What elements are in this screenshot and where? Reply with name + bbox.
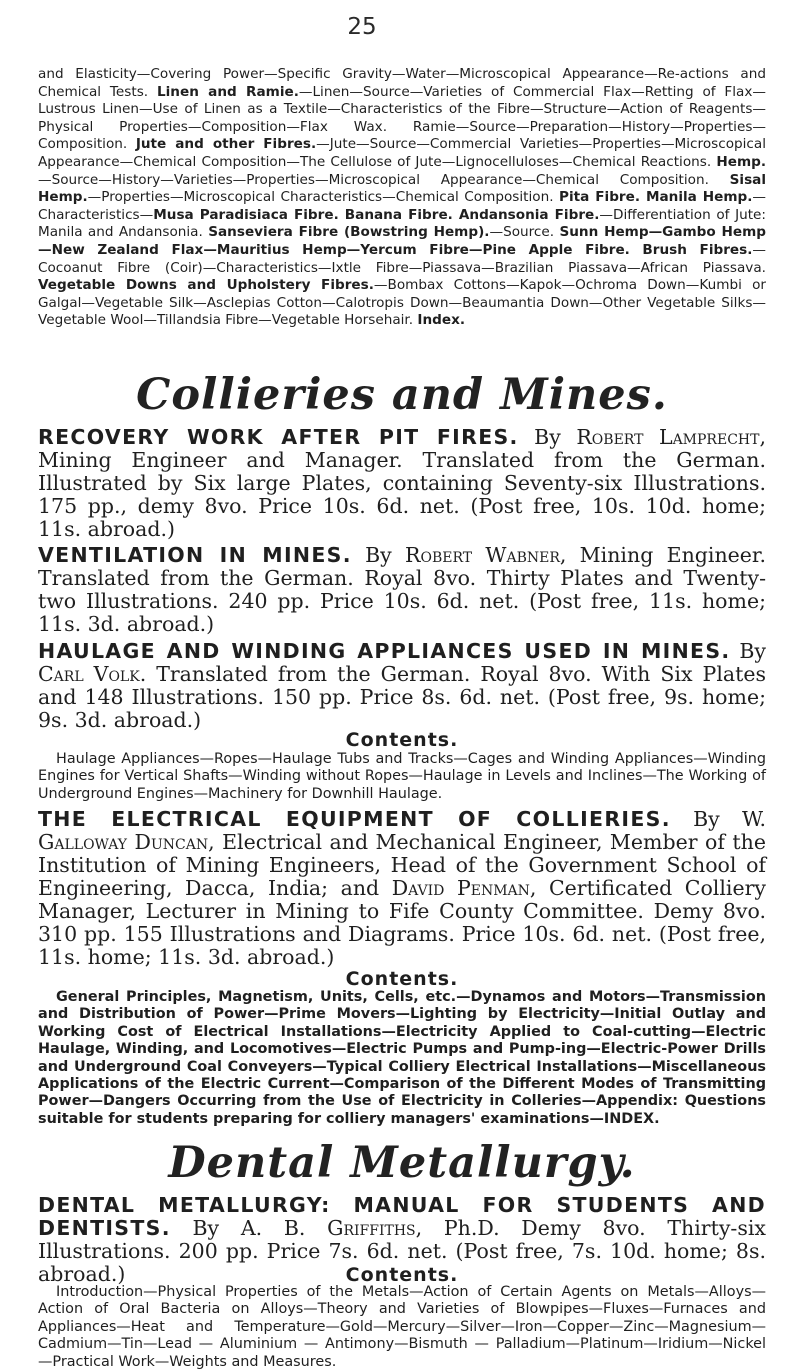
text-run: —Source—History—Varieties—Properties—Microscopical Appearance—Chemical Composition. [38,171,709,188]
appendix-label: Appendix [596,1093,673,1110]
by-text: By [518,425,577,449]
contents-text: General Principles, Magnetism, Units, Cells, etc.—Dynamos and Motors—Transmission and Distribution of Power—Prime Movers—Lighting by Electricity—Initial Outlay and Working Cost of Electrical Installations—Electricity Applied to Coal-cutting—Electric Haulage, Winding, and Locomotives—Electric Pumps and Pump-ing—Electric-Power Drills and Underground Coal Conveyers—Typical Colliery Electrical Installations—Miscellaneous Applications of the Electric Current—Comparison of the Different Modes of Transmitting Power—Dangers Occurring from the Use of Electricity in Colleries— [38,989,766,1110]
contents-dental [38,1284,766,1371]
contents-text: : Questions suitable for students preparing for colliery managers' examinations—INDEX. [38,1093,767,1127]
book-details: , Electrical and Mechanical Engineer, Member of the Institution of Mining Engineers, Head of the Government School of Engineering, Dacca, India; and [38,830,766,900]
contents-label: Contents. [345,968,459,990]
heading-run: Jute and other Fibres. [135,136,317,153]
book-title: DENTAL METALLURGY: MANUAL FOR STUDENTS AND DENTISTS. [38,1193,766,1240]
text-run: —Characteristics— [38,189,766,223]
heading-run: Sisal Hemp. [38,171,766,206]
book-entry-recovery-work [38,426,766,541]
author: Robert Wabner [405,543,560,567]
text-run: —Bombax Cottons—Kapok—Ochroma Down—Kumbi or Galgal—Vegetable Silk—Asclepias Cotton—Calotropis Down—Beaumantia Down—Other Vegetable Silks—Vegetable Wool—Tillandsia Fibre—Vegetable Horsehair. [38,277,766,329]
book-details: , Mining Engineer. Translated from the German. Royal 8vo. Thirty Plates and Twenty-two Illustrations. 240 pp. Price 10s. 6d. net. (Post free, 11s. home; 11s. 3d. abroad.) [38,543,766,636]
book-details: , Ph.D. Demy 8vo. Thirty-six Illustrations. 200 pp. Price 7s. 6d. net. (Post free, 7s. 10d. home; 8s. abroad.) [38,1216,766,1286]
heading-run: Linen and Ramie. [156,83,299,100]
text-run: —Jute—Source—Commercial Varieties—Properties—Microscopical Appearance—Chemical Composition—The Cellulose of Jute—Lignocelluloses—Chemical Reactions. [38,136,767,170]
book-details: . Translated from the German. Royal 8vo. With Six Plates and 148 Illustrations. 150 pp. Price 8s. 6d. net. (Post free, 9s. home; 9s. 3d. abroad.) [38,662,766,732]
by-text: By [351,543,406,567]
section-title-collieries: Collieries and Mines. [136,370,668,420]
text-run: —Source. [489,224,555,241]
author: A. B. Griffiths [240,1216,416,1240]
by-text: By [170,1216,241,1240]
heading-run: Index. [417,312,466,329]
book-title: VENTILATION IN MINES. [38,543,352,567]
text-run: and Elasticity—Covering Power—Specific Gravity—Water—Microscopical Appearance—Re-actions and Chemical Tests. [38,66,766,100]
heading-run: Pita Fibre. Manila Hemp. [559,189,753,206]
contents-text: Introduction—Physical Properties of the Metals—Action of Certain Agents on Metals—Alloys—Action of Oral Bacteria on Alloys—Theory and Varieties of Blowpipes—Fluxes—Furnaces and Appliances—Heat and Temperature—Gold—Mercury—Silver—Iron—Copper—Zinc—Magnesium—Cadmium—Tin—Lead — Aluminium — Antimony—Bismuth — Palladium—Platinum—Iridium—Nickel—Practical Work—Weights and Measures. [38,1284,766,1370]
text-run: —Differentiation of Jute: Manila and Andansonia. [38,206,766,241]
heading-run: Hemp. [716,153,767,170]
book-entry-ventilation [38,544,766,636]
heading-run: Vegetable Downs and Upholstery Fibres. [38,277,374,294]
contents-electrical [38,989,766,1128]
by-text: By [730,639,766,663]
heading-run: Musa Paradisiaca Fibre. Banana Fibre. Andansonia Fibre. [153,206,600,223]
heading-run: Sunn Hemp—Gambo Hemp—New Zealand Flax—Mauritius Hemp—Yercum Fibre—Pine Apple Fibre. Brush Fibres. [38,224,767,258]
contents-haulage [38,751,766,803]
heading-run: Sanseviera Fibre (Bowstring Hemp). [208,224,490,241]
author: Carl Volk [38,662,140,686]
book-entry-electrical-equipment [38,808,766,969]
page-number: 25 [347,14,377,40]
book-entry-haulage [38,640,766,732]
book-details: , Mining Engineer and Manager. Translated from the German. Illustrated by Six large Plates, containing Seventy-six Illustrations. 175 pp., demy 8vo. Price 10s. 6d. net. (Post free, 10s. 10d. home; 11s. abroad.) [38,425,766,541]
author: W. Galloway Duncan [38,807,766,854]
contents-text: Haulage Appliances—Ropes—Haulage Tubs and Tracks—Cages and Winding Appliances—Winding Engines for Vertical Shafts—Winding without Ropes—Haulage in Levels and Inclines—The Working of Underground Engines—Machinery for Downhill Haulage. [38,751,766,802]
text-run: —Linen—Source—Varieties of Commercial Flax—Retting of Flax—Lustrous Linen—Use of Linen as a Textile—Characteristics of the Fibre—Structure—Action of Reagents—Physical Properties—Composition—Flax Wax. Ramie—Source—Preparation—History—Properties—Composition. [38,83,766,153]
book-details: , Certificated Colliery Manager, Lecturer in Mining to Fife County Committee. Demy 8vo. 310 pp. 155 Illustrations and Diagrams. Price 10s. 6d. net. (Post free, 11s. home; 11s. 3d. abroad.) [38,876,766,969]
book-title: THE ELECTRICAL EQUIPMENT OF COLLIERIES. [38,807,671,831]
text-run: —Properties—Microscopical Characteristics—Chemical Composition. [87,189,554,206]
book-title: RECOVERY WORK AFTER PIT FIRES. [38,425,519,449]
text-run: —Cocoanut Fibre (Coir)—Characteristics—Ixtle Fibre—Piassava—Brazilian Piassava—African Piassava. [38,241,766,276]
by-text: By [670,807,742,831]
section-title-dental: Dental Metallurgy. [168,1138,636,1188]
contents-label: Contents. [345,1264,459,1286]
book-title: HAULAGE AND WINDING APPLIANCES USED IN MINES. [38,639,731,663]
author: Robert Lamprecht [576,425,760,449]
author: David Penman [391,876,530,900]
textiles-contents-continued [38,66,766,330]
contents-label: Contents. [345,729,459,751]
